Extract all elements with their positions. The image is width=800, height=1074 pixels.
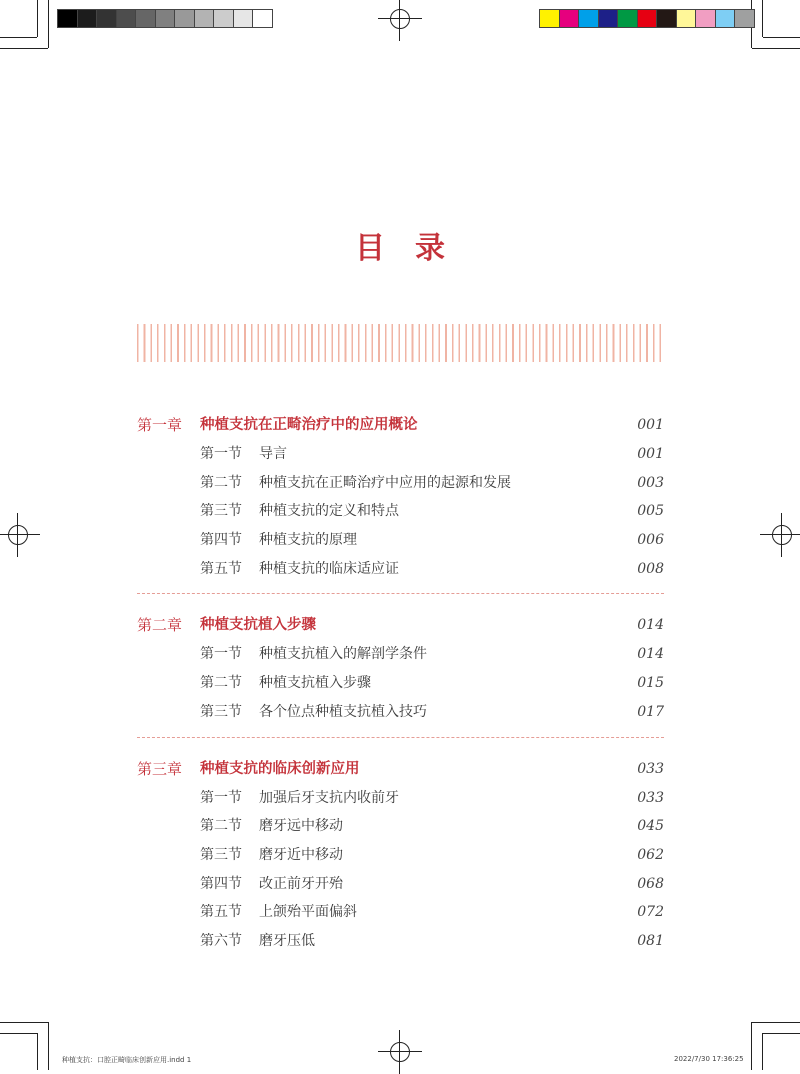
- section-title: 磨牙压低: [259, 932, 315, 949]
- footer-file-slug: 种植支抗：口腔正畸临床创新应用.indd 1: [62, 1056, 192, 1064]
- calibration-swatch: [77, 9, 98, 28]
- chapter-label: 第三章: [137, 759, 183, 778]
- calibration-swatch: [676, 9, 697, 28]
- toc-chapter-row: [137, 410, 664, 440]
- calibration-swatch: [539, 9, 560, 28]
- section-label: 第二节: [200, 474, 242, 491]
- section-label: 第一节: [200, 646, 242, 663]
- section-title: 种植支抗的临床适应证: [259, 560, 399, 577]
- toc-section-row: [137, 555, 664, 584]
- crop-mark: [763, 1033, 800, 1034]
- section-title: 种植支抗植入步骤: [259, 675, 371, 692]
- section-page-number: 017: [637, 703, 664, 720]
- registration-mark-bottom: [378, 1030, 422, 1074]
- footer-timestamp: 2022/7/30 17:36:25: [674, 1055, 744, 1063]
- toc-section-row: [137, 812, 664, 841]
- calibration-swatch: [617, 9, 638, 28]
- crop-mark: [752, 48, 800, 49]
- section-page-number: 001: [637, 446, 664, 462]
- calibration-swatch: [57, 9, 78, 28]
- calibration-swatch: [695, 9, 716, 28]
- crop-mark: [751, 1022, 752, 1070]
- section-page-number: 015: [637, 675, 664, 692]
- section-page-number: 062: [637, 846, 664, 863]
- section-label: 第五节: [200, 560, 242, 577]
- color-calibration-bar: [539, 9, 754, 28]
- section-page-number: 033: [637, 789, 664, 806]
- section-title: 种植支抗的定义和特点: [259, 503, 399, 520]
- section-label: 第四节: [200, 875, 242, 892]
- calibration-swatch: [734, 9, 755, 28]
- section-label: 第五节: [200, 904, 242, 921]
- chapter-page-number: 001: [637, 417, 664, 433]
- section-title: 种植支抗植入的解剖学条件: [259, 646, 427, 663]
- chapter-divider: [137, 583, 664, 610]
- title-char: 目: [355, 231, 385, 266]
- table-of-contents: [137, 410, 664, 956]
- section-label: 第一节: [200, 789, 242, 806]
- chapter-label: 第二章: [137, 616, 183, 635]
- section-page-number: 003: [637, 474, 664, 491]
- registration-mark-right: [760, 513, 800, 557]
- section-title: 改正前牙开殆: [259, 875, 343, 892]
- registration-mark-left: [0, 513, 40, 557]
- calibration-swatch: [715, 9, 736, 28]
- calibration-swatch: [194, 9, 215, 28]
- chapter-divider: [137, 727, 664, 754]
- section-title: 磨牙近中移动: [259, 846, 343, 863]
- toc-section-row: [137, 927, 664, 956]
- calibration-swatch: [155, 9, 176, 28]
- section-page-number: 045: [637, 818, 664, 835]
- calibration-swatch: [637, 9, 658, 28]
- calibration-swatch: [559, 9, 580, 28]
- crop-mark: [762, 1033, 763, 1070]
- toc-section-row: [137, 669, 664, 698]
- crop-mark: [48, 0, 49, 48]
- section-title: 种植支抗在正畸治疗中应用的起源和发展: [259, 474, 511, 491]
- grayscale-calibration-bar: [57, 9, 272, 28]
- section-label: 第三节: [200, 703, 242, 720]
- calibration-swatch: [213, 9, 234, 28]
- section-page-number: 006: [637, 532, 664, 549]
- crop-mark: [37, 1033, 38, 1070]
- chapter-title: 种植支抗的临床创新应用: [200, 760, 360, 777]
- toc-section-row: [137, 870, 664, 899]
- toc-section-row: [137, 640, 664, 669]
- toc-section-row: [137, 440, 664, 469]
- section-page-number: 008: [637, 560, 664, 577]
- crop-mark: [0, 1033, 37, 1034]
- calibration-swatch: [174, 9, 195, 28]
- toc-chapter-row: [137, 754, 664, 784]
- calibration-swatch: [135, 9, 156, 28]
- toc-section-row: [137, 497, 664, 526]
- chapter-title: 种植支抗植入步骤: [200, 617, 316, 634]
- section-page-number: 072: [637, 904, 664, 921]
- crop-mark: [37, 0, 38, 37]
- section-label: 第一节: [200, 446, 242, 462]
- toc-section-row: [137, 698, 664, 727]
- section-title: 种植支抗的原理: [259, 532, 357, 549]
- crop-mark: [0, 37, 37, 38]
- toc-section-row: [137, 841, 664, 870]
- chapter-page-number: 014: [637, 617, 664, 634]
- decorative-stripe-band: [137, 324, 664, 362]
- calibration-swatch: [116, 9, 137, 28]
- section-label: 第三节: [200, 503, 242, 520]
- section-title: 导言: [259, 446, 287, 462]
- toc-section-row: [137, 526, 664, 555]
- section-page-number: 005: [637, 503, 664, 520]
- section-title: 磨牙远中移动: [259, 818, 343, 835]
- section-title: 各个位点种植支抗植入技巧: [259, 703, 427, 720]
- toc-section-row: [137, 469, 664, 498]
- chapter-title: 种植支抗在正畸治疗中的应用概论: [200, 417, 418, 433]
- section-page-number: 014: [637, 646, 664, 663]
- crop-mark: [0, 1022, 48, 1023]
- section-page-number: 081: [637, 932, 664, 949]
- section-label: 第四节: [200, 532, 242, 549]
- section-title: 加强后牙支抗内收前牙: [259, 789, 399, 806]
- chapter-label: 第一章: [137, 416, 183, 434]
- crop-mark: [762, 0, 763, 37]
- toc-chapter-row: [137, 610, 664, 640]
- toc-section-row: [137, 898, 664, 927]
- section-label: 第二节: [200, 675, 242, 692]
- toc-section-row: [137, 784, 664, 813]
- crop-mark: [48, 1022, 49, 1070]
- crop-mark: [0, 48, 48, 49]
- calibration-swatch: [233, 9, 254, 28]
- calibration-swatch: [96, 9, 117, 28]
- calibration-swatch: [656, 9, 677, 28]
- calibration-swatch: [598, 9, 619, 28]
- chapter-page-number: 033: [637, 760, 664, 777]
- registration-mark-top: [378, 0, 422, 41]
- crop-mark: [752, 1022, 800, 1023]
- section-label: 第二节: [200, 818, 242, 835]
- calibration-swatch: [252, 9, 273, 28]
- crop-mark: [763, 37, 800, 38]
- calibration-swatch: [578, 9, 599, 28]
- section-label: 第三节: [200, 846, 242, 863]
- title-char: 录: [415, 231, 445, 266]
- section-title: 上颌殆平面偏斜: [259, 904, 357, 921]
- section-page-number: 068: [637, 875, 664, 892]
- section-label: 第六节: [200, 932, 242, 949]
- page-title: [0, 223, 800, 267]
